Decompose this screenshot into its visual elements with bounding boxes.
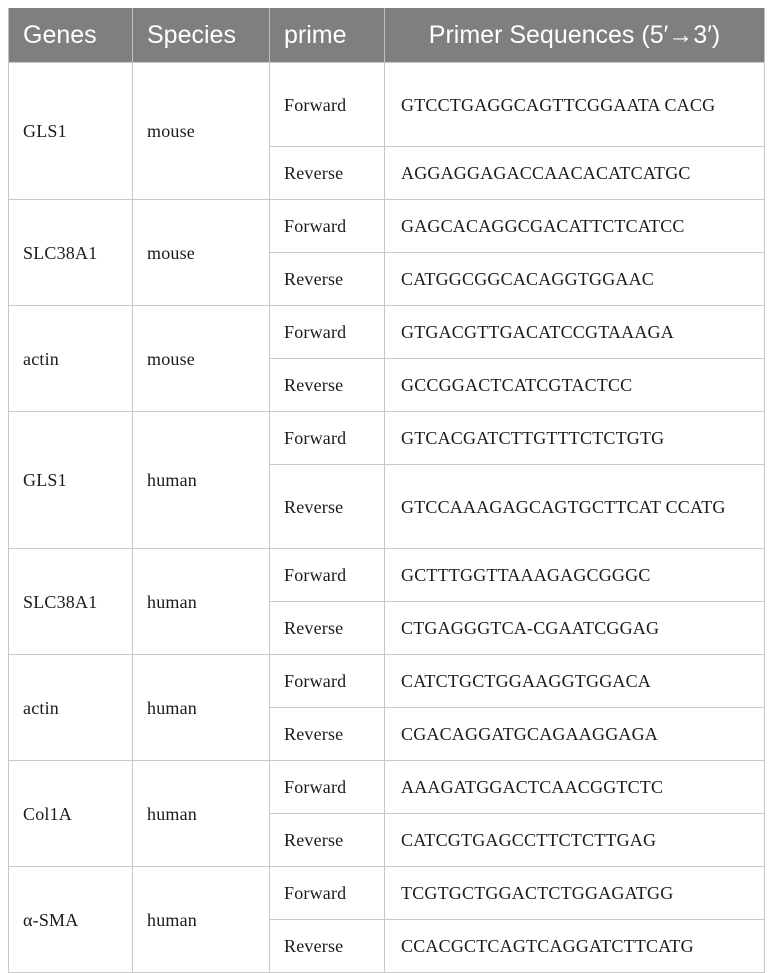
species-cell: mouse bbox=[133, 63, 270, 200]
table-row bbox=[9, 655, 765, 708]
sequence-cell: CTGAGGGTCA-CGAATCGGAG bbox=[385, 602, 765, 655]
sequence-cell: AGGAGGAGACCAACACATCATGC bbox=[385, 147, 765, 200]
header-primer-sequences: Primer Sequences (5′→3′) bbox=[385, 8, 765, 63]
species-cell: mouse bbox=[133, 306, 270, 412]
species-cell: human bbox=[133, 412, 270, 549]
sequence-cell: CATCGTGAGCCTTCTCTTGAG bbox=[385, 814, 765, 867]
header-row bbox=[9, 8, 765, 63]
prime-cell: Reverse bbox=[270, 465, 385, 549]
table-row bbox=[9, 63, 765, 147]
table-row bbox=[9, 306, 765, 359]
sequence-cell: TCGTGCTGGACTCTGGAGATGG bbox=[385, 867, 765, 920]
gene-cell: SLC38A1 bbox=[9, 549, 133, 655]
table-row bbox=[9, 549, 765, 602]
species-cell: human bbox=[133, 867, 270, 973]
gene-cell: actin bbox=[9, 655, 133, 761]
prime-cell: Reverse bbox=[270, 359, 385, 412]
header-species: Species bbox=[133, 8, 270, 63]
prime-cell: Reverse bbox=[270, 920, 385, 973]
prime-cell: Reverse bbox=[270, 814, 385, 867]
prime-cell: Reverse bbox=[270, 147, 385, 200]
sequence-cell: GTGACGTTGACATCCGTAAAGA bbox=[385, 306, 765, 359]
table-row bbox=[9, 200, 765, 253]
sequence-cell: GTCCTGAGGCAGTTCGGAATA CACG bbox=[385, 63, 765, 147]
species-cell: mouse bbox=[133, 200, 270, 306]
prime-cell: Reverse bbox=[270, 602, 385, 655]
species-cell: human bbox=[133, 655, 270, 761]
species-cell: human bbox=[133, 761, 270, 867]
gene-cell: GLS1 bbox=[9, 63, 133, 200]
gene-cell: α-SMA bbox=[9, 867, 133, 973]
sequence-cell: CGACAGGATGCAGAAGGAGA bbox=[385, 708, 765, 761]
sequence-cell: CATCTGCTGGAAGGTGGACA bbox=[385, 655, 765, 708]
prime-cell: Forward bbox=[270, 867, 385, 920]
table-row bbox=[9, 867, 765, 920]
sequence-cell: GAGCACAGGCGACATTCTCATCC bbox=[385, 200, 765, 253]
sequence-cell: CATGGCGGCACAGGTGGAAC bbox=[385, 253, 765, 306]
table-body bbox=[9, 63, 765, 973]
species-cell: human bbox=[133, 549, 270, 655]
gene-cell: actin bbox=[9, 306, 133, 412]
prime-cell: Forward bbox=[270, 549, 385, 602]
sequence-cell: CCACGCTCAGTCAGGATCTTCATG bbox=[385, 920, 765, 973]
primer-table bbox=[8, 8, 765, 973]
sequence-cell: AAAGATGGACTCAACGGTCTC bbox=[385, 761, 765, 814]
header-prime: prime bbox=[270, 8, 385, 63]
table-row bbox=[9, 761, 765, 814]
prime-cell: Forward bbox=[270, 412, 385, 465]
prime-cell: Reverse bbox=[270, 253, 385, 306]
prime-cell: Forward bbox=[270, 63, 385, 147]
sequence-cell: GTCCAAAGAGCAGTGCTTCAT CCATG bbox=[385, 465, 765, 549]
table-header bbox=[9, 8, 765, 63]
gene-cell: GLS1 bbox=[9, 412, 133, 549]
prime-cell: Forward bbox=[270, 761, 385, 814]
table-row bbox=[9, 412, 765, 465]
prime-cell: Reverse bbox=[270, 708, 385, 761]
header-genes: Genes bbox=[9, 8, 133, 63]
prime-cell: Forward bbox=[270, 200, 385, 253]
gene-cell: SLC38A1 bbox=[9, 200, 133, 306]
prime-cell: Forward bbox=[270, 655, 385, 708]
sequence-cell: GTCACGATCTTGTTTCTCTGTG bbox=[385, 412, 765, 465]
sequence-cell: GCCGGACTCATCGTACTCC bbox=[385, 359, 765, 412]
sequence-cell: GCTTTGGTTAAAGAGCGGGC bbox=[385, 549, 765, 602]
gene-cell: Col1A bbox=[9, 761, 133, 867]
prime-cell: Forward bbox=[270, 306, 385, 359]
primer-table-container bbox=[8, 8, 765, 973]
